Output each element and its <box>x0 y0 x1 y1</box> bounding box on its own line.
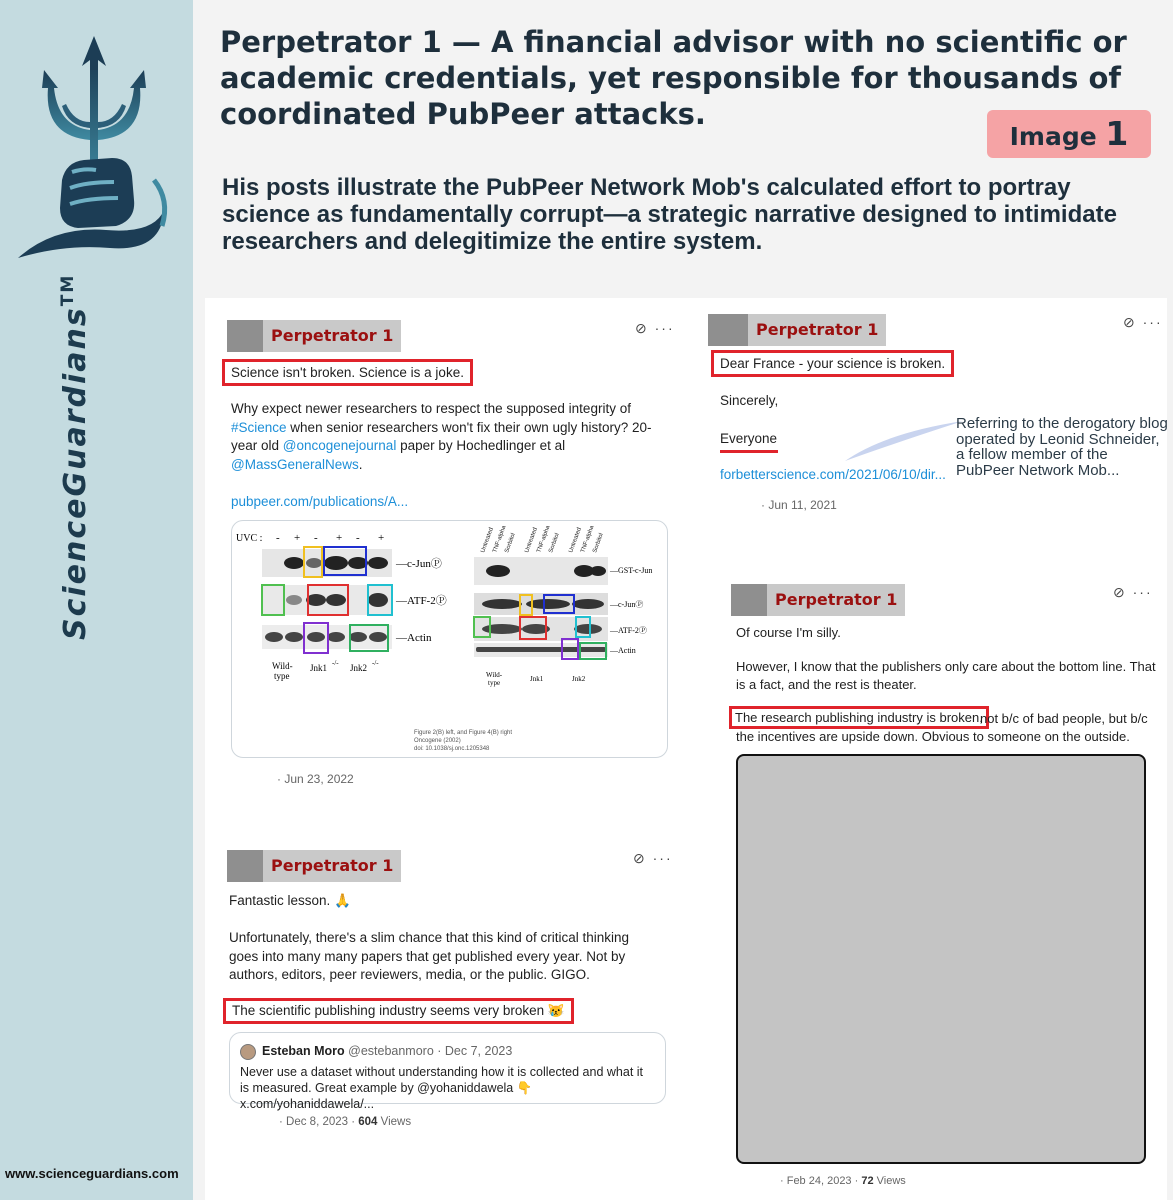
svg-text:Untreated: Untreated <box>480 526 495 554</box>
perpetrator-tag: Perpetrator 1 <box>227 850 401 882</box>
blot-label: —c-JunⓅ <box>610 600 644 609</box>
post-line: However, I know that the publishers only care about the bottom line. That is a fact, and the rest is theater. <box>736 659 1156 692</box>
svg-text:+: + <box>336 532 343 544</box>
svg-text:TNF-alpha: TNF-alpha <box>492 524 508 554</box>
svg-text:-: - <box>356 532 360 544</box>
blot-label: —Actin <box>396 632 432 644</box>
svg-text:Sorbitol: Sorbitol <box>504 532 517 554</box>
svg-text:type: type <box>488 679 501 687</box>
post-line: Everyone <box>720 431 778 446</box>
svg-text:Jnk1: Jnk1 <box>310 663 328 673</box>
post-actions-icon[interactable]: ⊘ ··· <box>633 850 673 866</box>
avatar <box>240 1044 256 1060</box>
post-card-3 <box>725 578 1165 1194</box>
mention-link[interactable]: @MassGeneralNews <box>231 456 359 472</box>
blot-label: —ATF-2Ⓟ <box>396 595 447 607</box>
post-date[interactable]: · Jun 23, 2022 <box>277 772 354 786</box>
highlighted-quote: Dear France - your science is broken. <box>711 350 954 377</box>
subheadline: His posts illustrate the PubPeer Network Mob's calculated effort to portray science as fundamentally corrupt—a strategic narrative designed to intimidate researchers and delegitimize the entire system. <box>222 174 1117 255</box>
brand-vertical-text: ScienceGuardians™ <box>58 273 93 640</box>
post-line: Of course I'm silly. <box>736 625 841 640</box>
post-actions-icon[interactable]: ⊘ ··· <box>1113 584 1153 600</box>
highlighted-quote: The scientific publishing industry seems very broken 😿 <box>223 998 574 1024</box>
website-url[interactable]: www.scienceguardians.com <box>5 1166 179 1181</box>
red-underline <box>720 450 778 453</box>
svg-text:-/-: -/- <box>332 659 339 667</box>
western-blot-figure[interactable] <box>231 520 668 758</box>
post-line: Sincerely, <box>720 393 779 408</box>
post-line: Fantastic lesson. 🙏 <box>229 893 351 908</box>
post-line: Unfortunately, there's a slim chance that this kind of critical thinking goes into many many papers that get published every year. Not by authors, editors, peer reviewers, media, or the public. GIGO. <box>229 930 630 982</box>
post-card-1 <box>205 298 685 798</box>
post-card-4 <box>223 846 683 1146</box>
svg-text:Jnk1: Jnk1 <box>530 675 544 683</box>
pubpeer-link[interactable]: pubpeer.com/publications/A... <box>231 494 409 509</box>
perpetrator-tag: Perpetrator 1 <box>227 320 401 352</box>
quoted-author[interactable]: Esteban Moro <box>262 1044 345 1058</box>
svg-text:Sorbitol: Sorbitol <box>592 532 605 554</box>
perpetrator-tag: Perpetrator 1 <box>708 314 886 346</box>
highlighted-quote: The research publishing industry is broken, <box>729 706 989 729</box>
trident-fist-logo-icon <box>14 30 174 265</box>
svg-text:Oncogene (2002): Oncogene (2002) <box>414 738 461 744</box>
svg-text:TNF-alpha: TNF-alpha <box>580 524 596 554</box>
post-line: not b/c of bad people, but b/c the incentives are upside down. Obvious to someone on the outside. <box>736 711 1148 744</box>
post-actions-icon[interactable]: ⊘ ··· <box>1123 314 1163 330</box>
headline: Perpetrator 1 — A financial advisor with no scientific or academic credentials, yet responsible for thousands of coordinated PubPeer attacks. <box>220 25 1127 131</box>
svg-text:+: + <box>378 532 385 544</box>
quoted-text: Never use a dataset without understanding how it is collected and what it is measured. Great example by @yohaniddawela 👇 x.com/yohaniddawela/... <box>240 1065 644 1111</box>
mention-link[interactable]: @oncogenejournal <box>282 438 397 453</box>
blot-label: —Actin <box>610 646 636 655</box>
svg-text:Wild-: Wild- <box>486 671 503 679</box>
svg-text:-: - <box>314 532 318 544</box>
svg-text:Wild-: Wild- <box>272 661 293 671</box>
svg-text:type: type <box>274 671 290 681</box>
svg-text:Untreated: Untreated <box>524 526 539 554</box>
svg-text:Figure 2(B) left, and Figure 4: Figure 2(B) left, and Figure 4(B) right <box>414 730 513 736</box>
svg-text:Jnk2: Jnk2 <box>572 675 586 683</box>
svg-text:-: - <box>276 532 280 544</box>
post-actions-icon[interactable]: ⊘ ··· <box>635 320 675 336</box>
quoted-handle[interactable]: @estebanmoro · Dec 7, 2023 <box>348 1044 513 1058</box>
svg-text:doi: 10.1038/sj.onc.1205348: doi: 10.1038/sj.onc.1205348 <box>414 746 490 752</box>
svg-text:-/-: -/- <box>372 659 379 667</box>
blot-label: —c-JunⓅ <box>396 558 442 570</box>
hashtag-link[interactable]: #Science <box>231 419 287 435</box>
svg-text:UVC :: UVC : <box>236 533 263 544</box>
media-placeholder[interactable] <box>736 754 1146 1164</box>
blot-label: —ATF-2Ⓟ <box>610 626 647 635</box>
tweet-collage <box>205 298 1167 1200</box>
annotation-swoosh-icon <box>845 413 965 463</box>
blot-image <box>232 521 668 758</box>
annotation-note: Referring to the derogatory blog operated by Leonid Schneider, a fellow member of the PubPeer Network Mob... <box>956 415 1168 479</box>
svg-text:Untreated: Untreated <box>568 526 583 554</box>
post-date[interactable]: · Jun 11, 2021 <box>761 498 837 512</box>
perpetrator-tag: Perpetrator 1 <box>731 584 905 616</box>
highlighted-quote: Science isn't broken. Science is a joke. <box>222 359 473 386</box>
svg-text:Sorbitol: Sorbitol <box>548 532 561 554</box>
image-number-badge: Image 1 <box>987 110 1151 158</box>
svg-text:TNF-alpha: TNF-alpha <box>536 524 552 554</box>
sidebar <box>0 0 193 1200</box>
svg-text:Jnk2: Jnk2 <box>350 663 368 673</box>
svg-text:+: + <box>294 532 301 544</box>
quoted-post[interactable] <box>229 1032 666 1111</box>
blog-link[interactable]: forbetterscience.com/2021/06/10/dir... <box>720 467 946 482</box>
post-date[interactable]: · Feb 24, 2023 · 72 Views <box>780 1175 906 1187</box>
blot-label: —GST-c-Jun <box>610 566 653 575</box>
post-body: Why expect newer researchers to respect the supposed integrity of #Science when senior researchers won't fix their own ugly history? 20-year old @oncogenejournal paper by Hochedlinger et al @MassGeneralNews. <box>231 401 652 472</box>
post-date[interactable]: · Dec 8, 2023 · 604 Views <box>279 1116 412 1128</box>
